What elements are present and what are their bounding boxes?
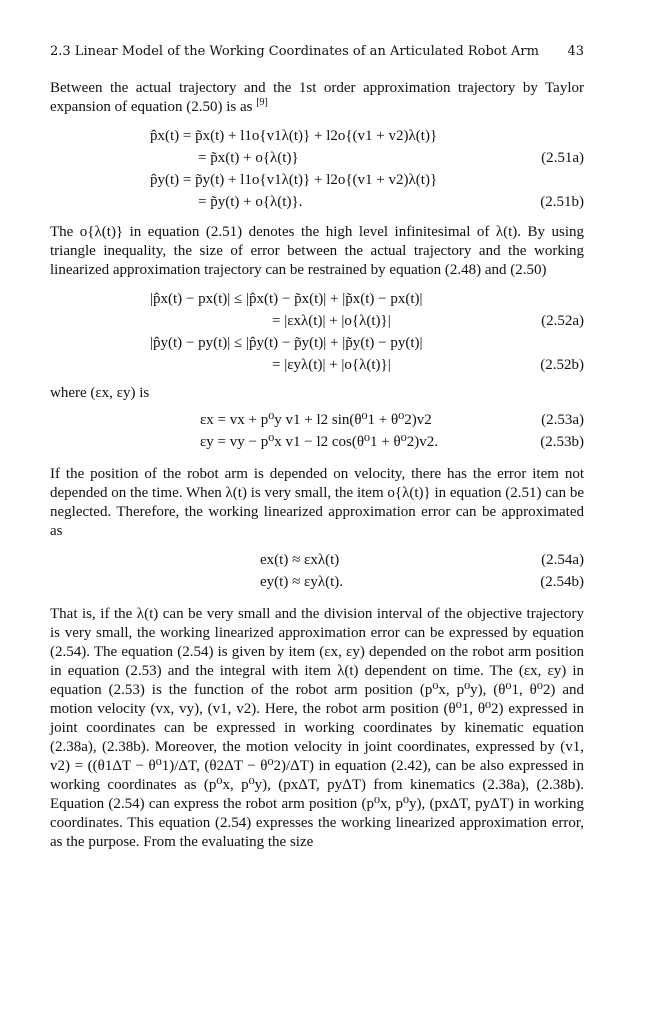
equation-2-51	[50, 125, 584, 213]
equation-number: (2.52b)	[540, 357, 584, 373]
citation: [9]	[256, 97, 268, 108]
equation-line	[50, 288, 584, 310]
equation-content: ex(t) ≈ εxλ(t)	[260, 552, 340, 568]
running-header	[50, 44, 584, 60]
section-title: 2.3 Linear Model of the Working Coordinates of an Articulated Robot Arm	[50, 44, 539, 59]
where-clause: where (εx, εy) is	[50, 385, 150, 401]
equation-2-54	[50, 549, 584, 593]
page-number: 43	[567, 44, 584, 59]
equation-content: = p̃y(t) + o{λ(t)}.	[198, 194, 303, 210]
equation-line	[50, 354, 584, 376]
equation-content: ey(t) ≈ εyλ(t).	[260, 574, 344, 590]
equation-number: (2.52a)	[541, 313, 584, 329]
equation-line	[50, 571, 584, 593]
equation-number: (2.54a)	[541, 552, 584, 568]
equation-2-52	[50, 288, 584, 376]
equation-line	[50, 310, 584, 332]
equation-number: (2.51a)	[541, 150, 584, 166]
equation-content: = p̃x(t) + o{λ(t)}	[198, 150, 299, 166]
equation-content: εx = vx + p⁰y v1 + l2 sin(θ⁰1 + θ⁰2)v2	[200, 412, 432, 428]
equation-line	[50, 549, 584, 571]
equation-number: (2.53a)	[541, 412, 584, 428]
equation-number: (2.51b)	[540, 194, 584, 210]
equation-2-53	[50, 409, 584, 453]
equation-line	[50, 169, 584, 191]
equation-line	[50, 431, 584, 453]
equation-line	[50, 332, 584, 354]
equation-content: = |εxλ(t)| + |o{λ(t)}|	[272, 313, 391, 329]
equation-content: εy = vy − p⁰x v1 − l2 cos(θ⁰1 + θ⁰2)v2.	[200, 434, 438, 450]
paragraph-discussion: That is, if the λ(t) can be very small and the division interval of the objective trajectory is very small, the working linearized approximation error can be expressed by equation (2.54). The equation (2.54) is given by item (εx, εy) depended on the robot arm position in equation (2.53) and the integral with item λ(t) dependent on time. The (εx, εy) in equation (2.53) is the function of the robot arm position (p⁰x, p⁰y), (θ⁰1, θ⁰2) and motion velocity (vx, vy), (v1, v2). Here, the robot arm position (θ⁰1, θ⁰2) expressed in joint coordinates can be expressed in working coordinates by kinematic equation (2.38a), (2.38b). Moreover, the motion velocity in joint coordinates, expressed by (v1, v2) = ((θ1ΔT − θ⁰1)/ΔT, (θ2ΔT − θ⁰2)/ΔT) in equation (2.42), can be also expressed in working coordinates as (p⁰x, p⁰y), (pxΔT, pyΔT) from kinematics (2.38a), (2.38b). Equation (2.54) can express the robot arm position (p⁰x, p⁰y), (pxΔT, pyΔT) in working coordinates. This equation (2.54) expresses the working linearized approximation error, as the purpose. From the evaluating the size	[50, 606, 584, 850]
equation-content: p̂y(t) = p̃y(t) + l1o{v1λ(t)} + l2o{(v1 + v2)λ(t)}	[150, 172, 438, 188]
paragraph-infinitesimal: The o{λ(t)} in equation (2.51) denotes the high level infinitesimal of λ(t). By using triangle inequality, the size of error between the actual trajectory and the working linearized approximation trajectory can be restrained by equation (2.48) and (2.50)	[50, 224, 584, 278]
equation-number: (2.53b)	[540, 434, 584, 450]
intro-paragraph	[50, 79, 584, 117]
equation-number: (2.54b)	[540, 574, 584, 590]
page	[50, 44, 584, 852]
paragraph-error-item: If the position of the robot arm is depended on velocity, there has the error item not depended on the time. When λ(t) is very small, the item o{λ(t)} in equation (2.51) can be neglected. Therefore, the working linearized approximation error can be approximated as	[50, 466, 584, 539]
equation-line	[50, 409, 584, 431]
equation-line	[50, 191, 584, 213]
equation-content: |p̂x(t) − px(t)| ≤ |p̂x(t) − p̃x(t)| + |p̃x(t) − px(t)|	[150, 291, 423, 307]
intro-text: Between the actual trajectory and the 1st order approximation trajectory by Taylor expansion of equation (2.50) is as	[50, 80, 584, 115]
equation-content: |p̂y(t) − py(t)| ≤ |p̂y(t) − p̃y(t)| + |p̃y(t) − py(t)|	[150, 335, 423, 351]
equation-line	[50, 147, 584, 169]
equation-content: = |εyλ(t)| + |o{λ(t)}|	[272, 357, 391, 373]
equation-content: p̂x(t) = p̃x(t) + l1o{v1λ(t)} + l2o{(v1 + v2)λ(t)}	[150, 128, 438, 144]
equation-line	[50, 125, 584, 147]
